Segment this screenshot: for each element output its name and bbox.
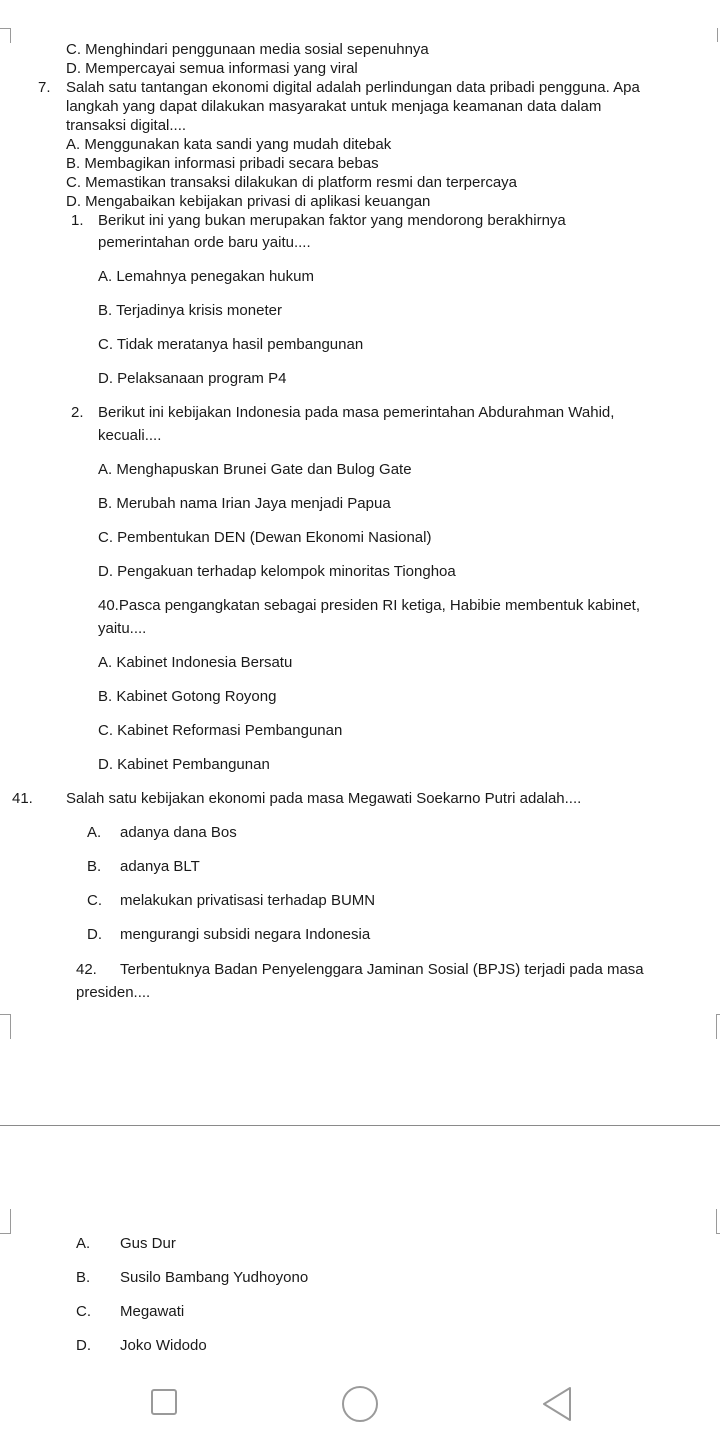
crop-mark-bottom-right [716,1014,720,1039]
q41-option-a-letter: A. [87,824,102,841]
q40-option-d: D. Kabinet Pembangunan [98,756,270,773]
crop-mark-page2-right [716,1209,720,1234]
q1-option-a: A. Lemahnya penegakan hukum [98,268,314,285]
q41-option-c-letter: C. [87,892,102,909]
q7-number: 7. [38,79,51,96]
q1-number: 1. [71,212,84,229]
q42-option-b-text: Susilo Bambang Yudhoyono [120,1269,309,1286]
q42-stem-line-2: presiden.... [76,984,151,1001]
q41-option-d-text: mengurangi subsidi negara Indonesia [120,926,371,943]
q1-option-c: C. Tidak meratanya hasil pembangunan [98,336,364,353]
q41-stem: Salah satu kebijakan ekonomi pada masa Megawati Soekarno Putri adalah.... [66,790,582,807]
q42-number: 42. [76,961,97,978]
q1-stem-line-1: Berikut ini yang bukan merupakan faktor yang mendorong berakhirnya [98,212,566,229]
q40-stem-line-2: yaitu.... [98,620,147,637]
q42-stem-line-1: Terbentuknya Badan Penyelenggara Jaminan Sosial (BPJS) terjadi pada masa [120,961,644,978]
q7-option-c: C. Memastikan transaksi dilakukan di platform resmi dan terpercaya [66,174,518,191]
q41-option-c-text: melakukan privatisasi terhadap BUMN [120,892,376,909]
q42-option-b-letter: B. [76,1269,91,1286]
q41-option-a-text: adanya dana Bos [120,824,237,841]
q6-option-d: D. Mempercayai semua informasi yang viral [66,60,358,77]
q42-option-c-text: Megawati [120,1303,185,1320]
crop-mark-bottom-left [0,1014,11,1039]
q2-number: 2. [71,404,84,421]
q7-option-b: B. Membagikan informasi pribadi secara bebas [66,155,379,172]
back-icon[interactable] [540,1385,574,1423]
crop-mark-page2-left [0,1209,11,1234]
q6-option-c: C. Menghindari penggunaan media sosial sepenuhnya [66,41,429,58]
q42-option-a-text: Gus Dur [120,1235,176,1252]
q7-stem-line-2: langkah yang dapat dilakukan masyarakat untuk menjaga keamanan data dalam [66,98,602,115]
recent-apps-icon[interactable] [151,1389,177,1415]
q7-option-d: D. Mengabaikan kebijakan privasi di aplikasi keuangan [66,193,431,210]
q40-option-c: C. Kabinet Reformasi Pembangunan [98,722,343,739]
q2-option-d: D. Pengakuan terhadap kelompok minoritas Tionghoa [98,563,456,580]
q7-stem-line-3: transaksi digital.... [66,117,187,134]
q1-option-b: B. Terjadinya krisis moneter [98,302,282,319]
q42-option-d-text: Joko Widodo [120,1337,207,1354]
q41-option-b-letter: B. [87,858,102,875]
q41-number: 41. [12,790,33,807]
q2-stem-line-1: Berikut ini kebijakan Indonesia pada masa pemerintahan Abdurahman Wahid, [98,404,615,421]
q41-option-b-text: adanya BLT [120,858,200,875]
q42-option-d-letter: D. [76,1337,91,1354]
q1-stem-line-2: pemerintahan orde baru yaitu.... [98,234,311,251]
q40-stem-line-1: 40.Pasca pengangkatan sebagai presiden RI ketiga, Habibie membentuk kabinet, [98,597,641,614]
q1-option-d: D. Pelaksanaan program P4 [98,370,287,387]
q2-stem-line-2: kecuali.... [98,427,162,444]
home-icon[interactable] [342,1386,378,1422]
q7-stem-line-1: Salah satu tantangan ekonomi digital adalah perlindungan data pribadi pengguna. Apa [66,79,640,96]
q40-option-b: B. Kabinet Gotong Royong [98,688,277,705]
q40-option-a: A. Kabinet Indonesia Bersatu [98,654,293,671]
q42-option-a-letter: A. [76,1235,91,1252]
q2-option-a: A. Menghapuskan Brunei Gate dan Bulog Gate [98,461,412,478]
q2-option-c: C. Pembentukan DEN (Dewan Ekonomi Nasional) [98,529,432,546]
page-break-line [0,1125,720,1126]
q7-option-a: A. Menggunakan kata sandi yang mudah ditebak [66,136,392,153]
q2-option-b: B. Merubah nama Irian Jaya menjadi Papua [98,495,391,512]
q42-option-c-letter: C. [76,1303,91,1320]
crop-mark-top-left [0,28,11,43]
q41-option-d-letter: D. [87,926,102,943]
